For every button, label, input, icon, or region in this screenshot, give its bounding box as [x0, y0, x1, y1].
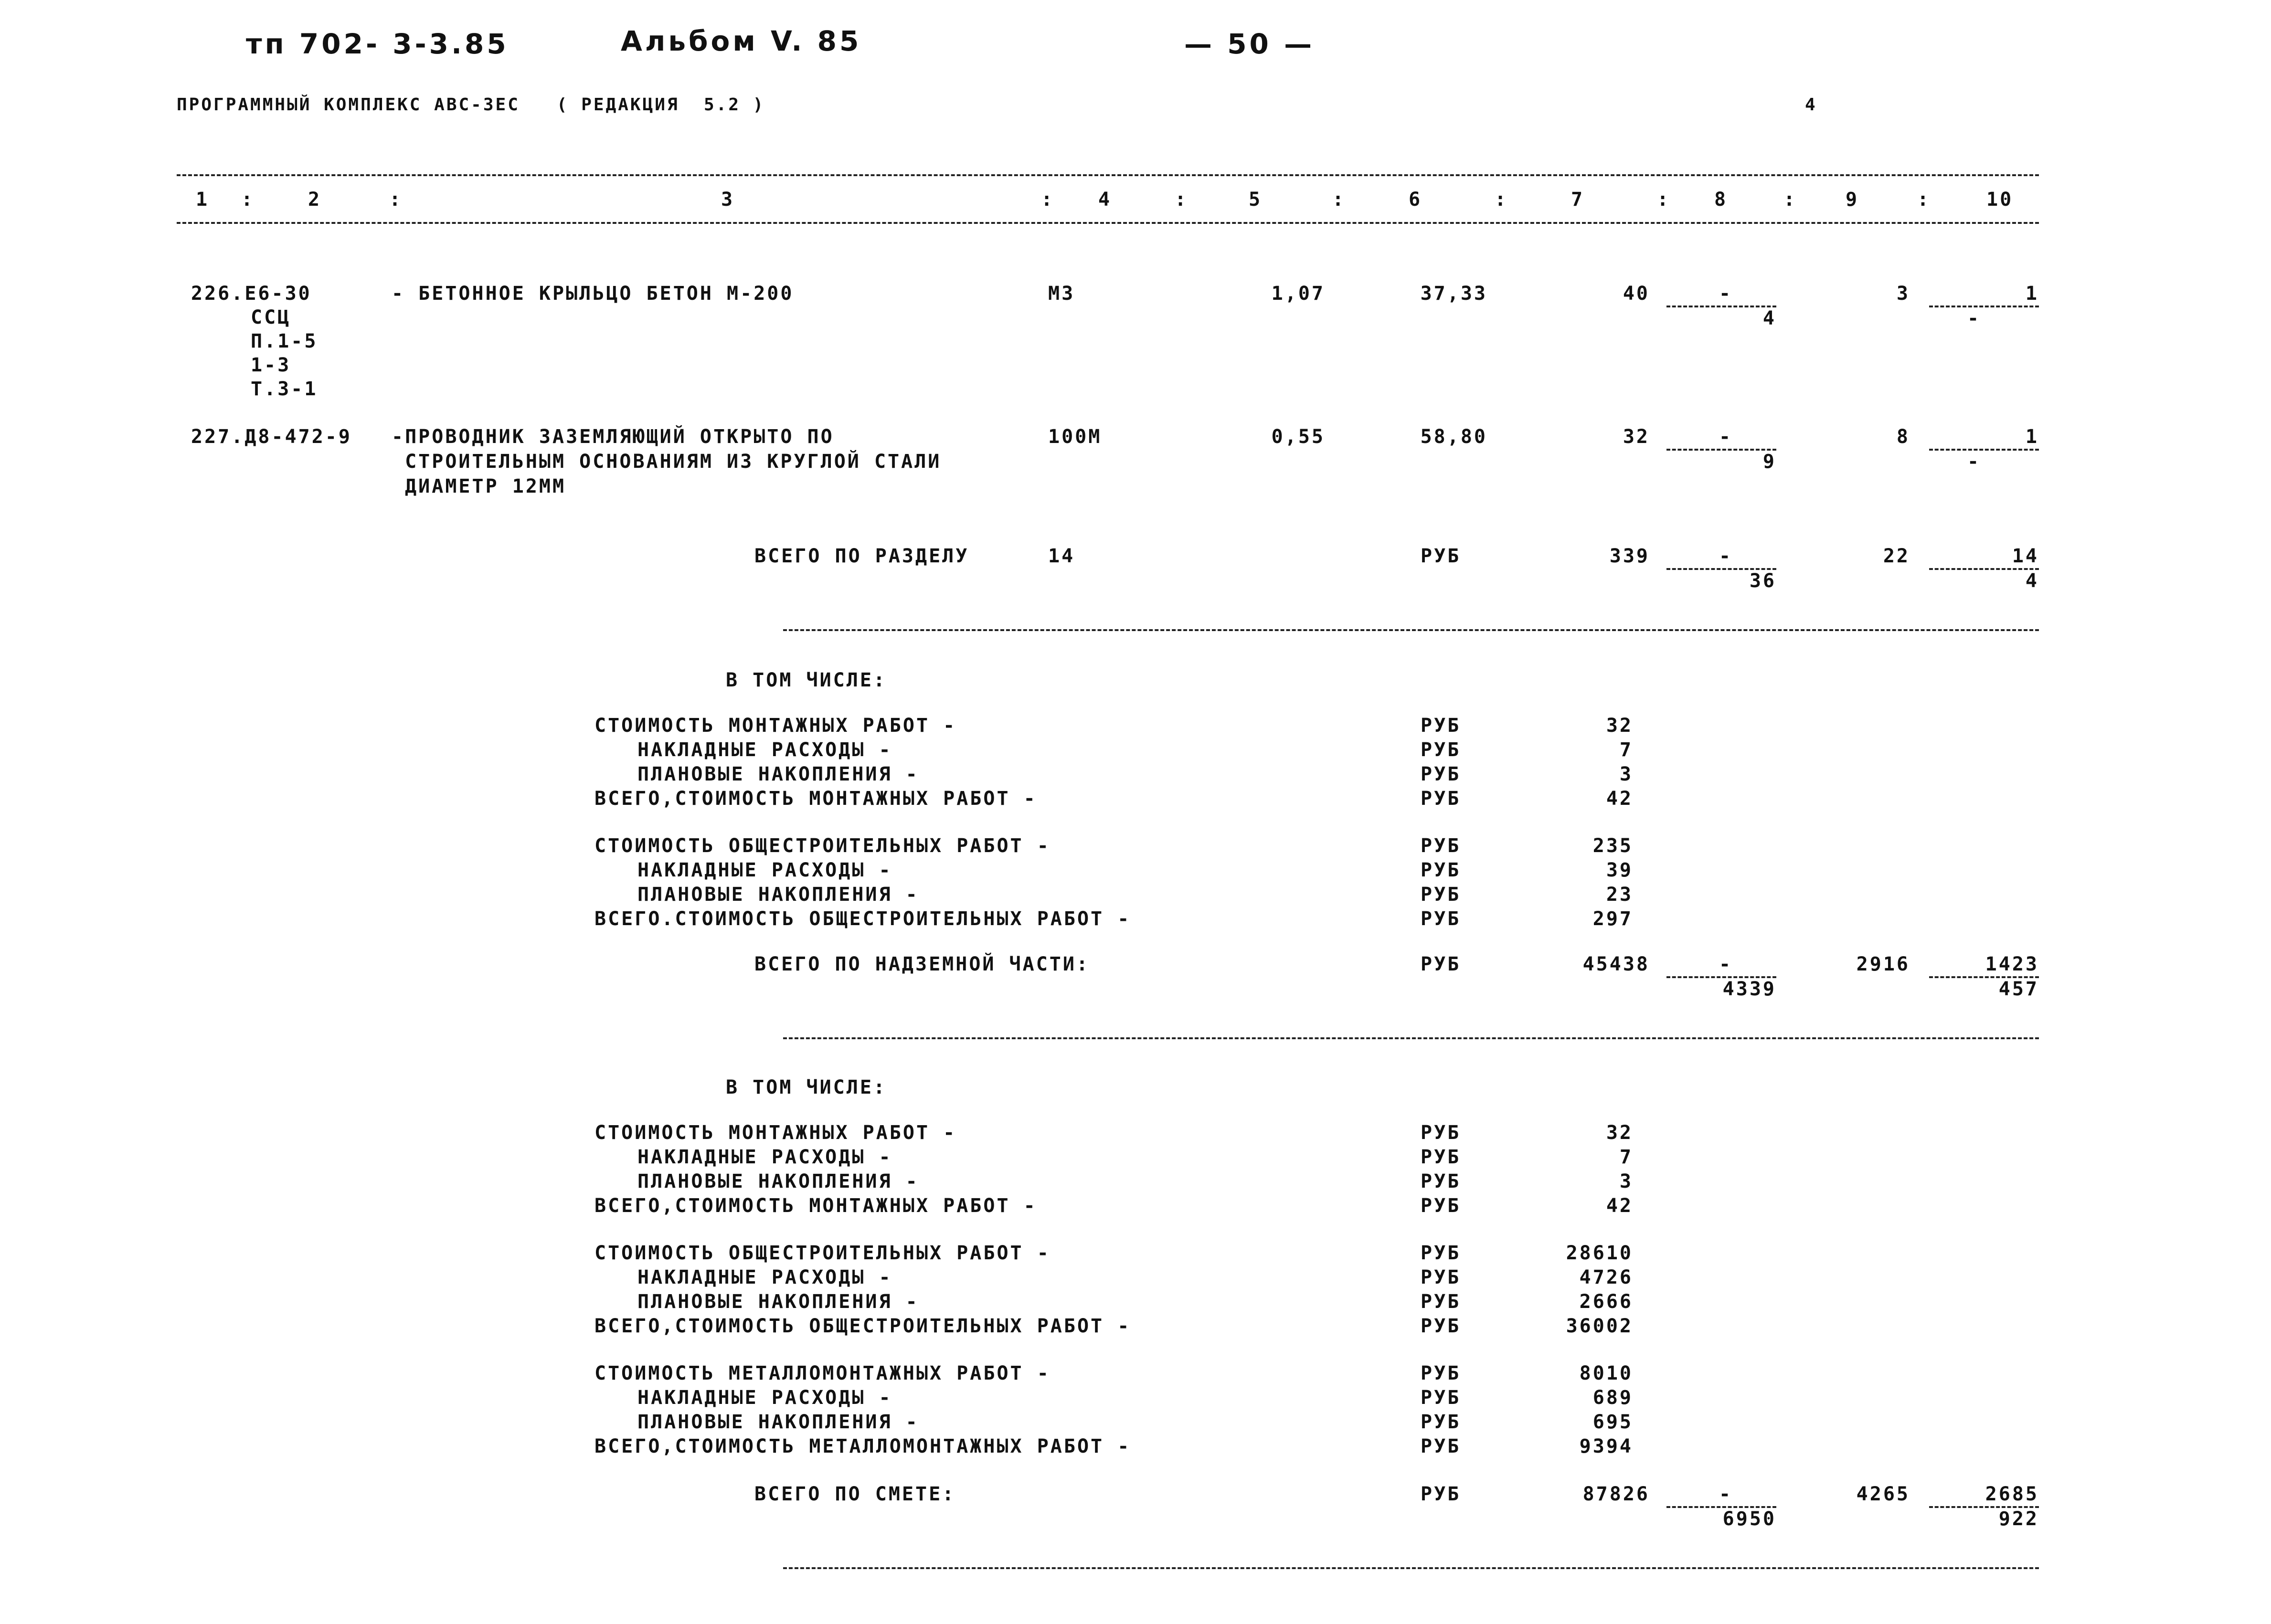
column-separator: :: [1783, 189, 1797, 211]
row-col10-top: 1: [2025, 426, 2039, 448]
row-col10-bottom: -: [1967, 451, 1981, 473]
section-end-rule: [783, 629, 2039, 631]
breakdown2-line-label: СТОИМОСТЬ ОБЩЕСТРОИТЕЛЬНЫХ РАБОТ -: [594, 1242, 1051, 1264]
breakdown2-line-value: 8010: [1579, 1362, 1633, 1384]
column-separator: :: [241, 189, 255, 211]
breakdown2-line-label: НАКЛАДНЫЕ РАСХОДЫ -: [637, 1266, 892, 1288]
breakdown2-line-label: ПЛАНОВЫЕ НАКОПЛЕНИЯ -: [637, 1171, 919, 1192]
row-description-line: -ПРОВОДНИК ЗАЗЕМЛЯЮЩИЙ ОТКРЫТО ПО: [392, 426, 834, 448]
breakdown2-line-label: ПЛАНОВЫЕ НАКОПЛЕНИЯ -: [637, 1411, 919, 1433]
breakdown1-line-unit: РУБ: [1421, 859, 1461, 881]
breakdown2-line-unit: РУБ: [1421, 1315, 1461, 1337]
above-ground-total-col10-top: 1423: [1985, 953, 2039, 975]
sheet-mark: 4: [1805, 95, 1817, 115]
above-ground-total-col9: 2916: [1856, 953, 1910, 975]
grand-total-col10-bottom: 922: [1998, 1508, 2039, 1530]
breakdown1-line-value: 297: [1592, 908, 1633, 930]
breakdown2-line-value: 2666: [1579, 1291, 1633, 1313]
section-total-value: 339: [1609, 545, 1650, 567]
above-ground-total-unit: РУБ: [1421, 953, 1461, 975]
row-total: 40: [1623, 283, 1650, 305]
column-separator: :: [1917, 189, 1931, 211]
breakdown1-line-value: 7: [1619, 739, 1633, 761]
breakdown2-line-value: 9394: [1579, 1435, 1633, 1457]
breakdown2-line-unit: РУБ: [1421, 1195, 1461, 1217]
breakdown2-line-value: 689: [1592, 1387, 1633, 1409]
column-header-5: 5: [1249, 189, 1263, 211]
breakdown1-line-label: ВСЕГО,СТОИМОСТЬ МОНТАЖНЫХ РАБОТ -: [594, 788, 1037, 810]
row-unit: М3: [1048, 283, 1075, 305]
breakdown2-line-unit: РУБ: [1421, 1411, 1461, 1433]
breakdown1-line-label: СТОИМОСТЬ ОБЩЕСТРОИТЕЛЬНЫХ РАБОТ -: [594, 835, 1051, 857]
breakdown2-line-value: 36002: [1566, 1315, 1633, 1337]
grand-total-col8-bottom: 6950: [1722, 1508, 1776, 1530]
section-total-col10-top: 14: [2012, 545, 2039, 567]
grand-total-label: ВСЕГО ПО СМЕТЕ:: [754, 1483, 956, 1505]
album-title: Альбом V. 85: [621, 25, 862, 57]
header-top-rule: [177, 174, 2039, 176]
above-ground-total-col8-bottom: 4339: [1722, 978, 1776, 1000]
breakdown2-line-label: НАКЛАДНЫЕ РАСХОДЫ -: [637, 1387, 892, 1409]
breakdown1-line-unit: РУБ: [1421, 715, 1461, 737]
breakdown1-heading: В ТОМ ЧИСЛЕ:: [726, 669, 887, 691]
column-separator: :: [1332, 189, 1346, 211]
row-col9: 3: [1896, 283, 1910, 305]
column-separator: :: [1175, 189, 1189, 211]
document-code: тп 702- 3-3.85: [246, 28, 509, 60]
breakdown2-line-label: ВСЕГО,СТОИМОСТЬ МЕТАЛЛОМОНТАЖНЫХ РАБОТ -: [594, 1435, 1131, 1457]
row-col8-bottom: 9: [1762, 451, 1776, 473]
column-separator: :: [1657, 189, 1671, 211]
section-total-col9: 22: [1883, 545, 1910, 567]
column-header-2: 2: [308, 189, 322, 211]
breakdown2-line-value: 42: [1606, 1195, 1633, 1217]
breakdown1-line-value: 3: [1619, 763, 1633, 785]
row-quantity: 0,55: [1271, 426, 1325, 448]
breakdown2-line-value: 28610: [1566, 1242, 1633, 1264]
row-unit: 100М: [1048, 426, 1102, 448]
row-code-line: Т.3-1: [251, 378, 318, 400]
column-header-7: 7: [1571, 189, 1585, 211]
column-separator: :: [1495, 189, 1508, 211]
column-header-9: 9: [1846, 189, 1859, 211]
breakdown2-line-value: 695: [1592, 1411, 1633, 1433]
section-total-label: ВСЕГО ПО РАЗДЕЛУ: [754, 545, 969, 567]
breakdown2-line-unit: РУБ: [1421, 1291, 1461, 1313]
breakdown2-line-unit: РУБ: [1421, 1122, 1461, 1144]
breakdown2-line-label: СТОИМОСТЬ МЕТАЛЛОМОНТАЖНЫХ РАБОТ -: [594, 1362, 1051, 1384]
above-ground-total-col8-top: -: [1719, 953, 1733, 975]
row-code-line: П.1-5: [251, 330, 318, 352]
grand-total-col10-top: 2685: [1985, 1483, 2039, 1505]
breakdown1-line-label: ВСЕГО.СТОИМОСТЬ ОБЩЕСТРОИТЕЛЬНЫХ РАБОТ -: [594, 908, 1131, 930]
breakdown1-line-label: ПЛАНОВЫЕ НАКОПЛЕНИЯ -: [637, 884, 919, 906]
breakdown2-line-value: 4726: [1579, 1266, 1633, 1288]
breakdown1-line-unit: РУБ: [1421, 788, 1461, 810]
row-description-line: СТРОИТЕЛЬНЫМ ОСНОВАНИЯМ ИЗ КРУГЛОЙ СТАЛИ: [392, 451, 942, 473]
column-header-8: 8: [1714, 189, 1728, 211]
column-header-3: 3: [721, 189, 735, 211]
row-col8-bottom: 4: [1762, 307, 1776, 329]
breakdown2-line-label: НАКЛАДНЫЕ РАСХОДЫ -: [637, 1146, 892, 1168]
row-number: 227.Д8-472-9: [191, 426, 352, 448]
breakdown2-line-unit: РУБ: [1421, 1266, 1461, 1288]
breakdown1-line-value: 23: [1606, 884, 1633, 906]
grand-total-col9: 4265: [1856, 1483, 1910, 1505]
grand-total-end-rule: [783, 1567, 2039, 1569]
row-col10-divider: [1929, 306, 2039, 307]
row-description-line: ДИАМЕТР 12ММ: [392, 475, 566, 497]
above-ground-total-col10-bottom: 457: [1998, 978, 2039, 1000]
breakdown2-line-label: ВСЕГО,СТОИМОСТЬ МОНТАЖНЫХ РАБОТ -: [594, 1195, 1037, 1217]
row-col9: 8: [1896, 426, 1910, 448]
row-unit-price: 58,80: [1420, 426, 1487, 448]
grand-total-value: 87826: [1582, 1483, 1650, 1505]
row-col10-top: 1: [2025, 283, 2039, 305]
column-header-1: 1: [196, 189, 210, 211]
row-unit-price: 37,33: [1420, 283, 1487, 305]
column-header-4: 4: [1098, 189, 1112, 211]
above-ground-end-rule: [783, 1037, 2039, 1039]
breakdown2-line-label: ВСЕГО,СТОИМОСТЬ ОБЩЕСТРОИТЕЛЬНЫХ РАБОТ -: [594, 1315, 1131, 1337]
header-bottom-rule: [177, 222, 2039, 224]
row-col10-divider: [1929, 449, 2039, 451]
breakdown1-line-value: 39: [1606, 859, 1633, 881]
section-total-count: 14: [1048, 545, 1075, 567]
breakdown2-heading: В ТОМ ЧИСЛЕ:: [726, 1076, 887, 1098]
breakdown1-line-value: 235: [1592, 835, 1633, 857]
section-total-col8-top: -: [1719, 545, 1733, 567]
section-total-col10-bottom: 4: [2025, 570, 2039, 592]
breakdown2-line-value: 7: [1619, 1146, 1633, 1168]
above-ground-total-label: ВСЕГО ПО НАДЗЕМНОЙ ЧАСТИ:: [754, 953, 1090, 975]
grand-total-unit: РУБ: [1421, 1483, 1461, 1505]
section-total-col8-bottom: 36: [1749, 570, 1776, 592]
column-separator: :: [389, 189, 403, 211]
breakdown1-line-unit: РУБ: [1421, 835, 1461, 857]
breakdown2-line-unit: РУБ: [1421, 1387, 1461, 1409]
column-header-6: 6: [1409, 189, 1422, 211]
row-number: 226.Е6-30: [191, 283, 312, 305]
row-quantity: 1,07: [1271, 283, 1325, 305]
breakdown1-line-label: НАКЛАДНЫЕ РАСХОДЫ -: [637, 859, 892, 881]
breakdown2-line-unit: РУБ: [1421, 1146, 1461, 1168]
row-total: 32: [1623, 426, 1650, 448]
breakdown1-line-unit: РУБ: [1421, 739, 1461, 761]
row-col10-bottom: -: [1967, 307, 1981, 329]
row-code-line: ССЦ: [251, 306, 291, 328]
column-separator: :: [1041, 189, 1055, 211]
row-code-line: 1-3: [251, 354, 291, 376]
row-description-line: - БЕТОННОЕ КРЫЛЬЦО БЕТОН М-200: [392, 283, 794, 305]
grand-total-col8-top: -: [1719, 1483, 1733, 1505]
breakdown1-line-label: НАКЛАДНЫЕ РАСХОДЫ -: [637, 739, 892, 761]
section-total-unit: РУБ: [1421, 545, 1461, 567]
column-header-10: 10: [1986, 189, 2014, 211]
breakdown1-line-unit: РУБ: [1421, 908, 1461, 930]
breakdown2-line-unit: РУБ: [1421, 1242, 1461, 1264]
above-ground-total-value: 45438: [1582, 953, 1650, 975]
breakdown2-line-value: 3: [1619, 1171, 1633, 1192]
breakdown1-line-unit: РУБ: [1421, 763, 1461, 785]
breakdown2-line-unit: РУБ: [1421, 1435, 1461, 1457]
breakdown1-line-label: ПЛАНОВЫЕ НАКОПЛЕНИЯ -: [637, 763, 919, 785]
breakdown1-line-unit: РУБ: [1421, 884, 1461, 906]
breakdown2-line-value: 32: [1606, 1122, 1633, 1144]
page-number: — 50 —: [1184, 28, 1315, 60]
row-col8-top: -: [1719, 283, 1733, 305]
program-title: ПРОГРАММНЫЙ КОМПЛЕКС АВС-ЗЕС ( РЕДАКЦИЯ 5.2 ): [177, 95, 765, 115]
row-col8-top: -: [1719, 426, 1733, 448]
breakdown2-line-unit: РУБ: [1421, 1362, 1461, 1384]
breakdown2-line-unit: РУБ: [1421, 1171, 1461, 1192]
breakdown2-line-label: ПЛАНОВЫЕ НАКОПЛЕНИЯ -: [637, 1291, 919, 1313]
breakdown1-line-value: 32: [1606, 715, 1633, 737]
breakdown1-line-label: СТОИМОСТЬ МОНТАЖНЫХ РАБОТ -: [594, 715, 957, 737]
breakdown2-line-label: СТОИМОСТЬ МОНТАЖНЫХ РАБОТ -: [594, 1122, 957, 1144]
breakdown1-line-value: 42: [1606, 788, 1633, 810]
